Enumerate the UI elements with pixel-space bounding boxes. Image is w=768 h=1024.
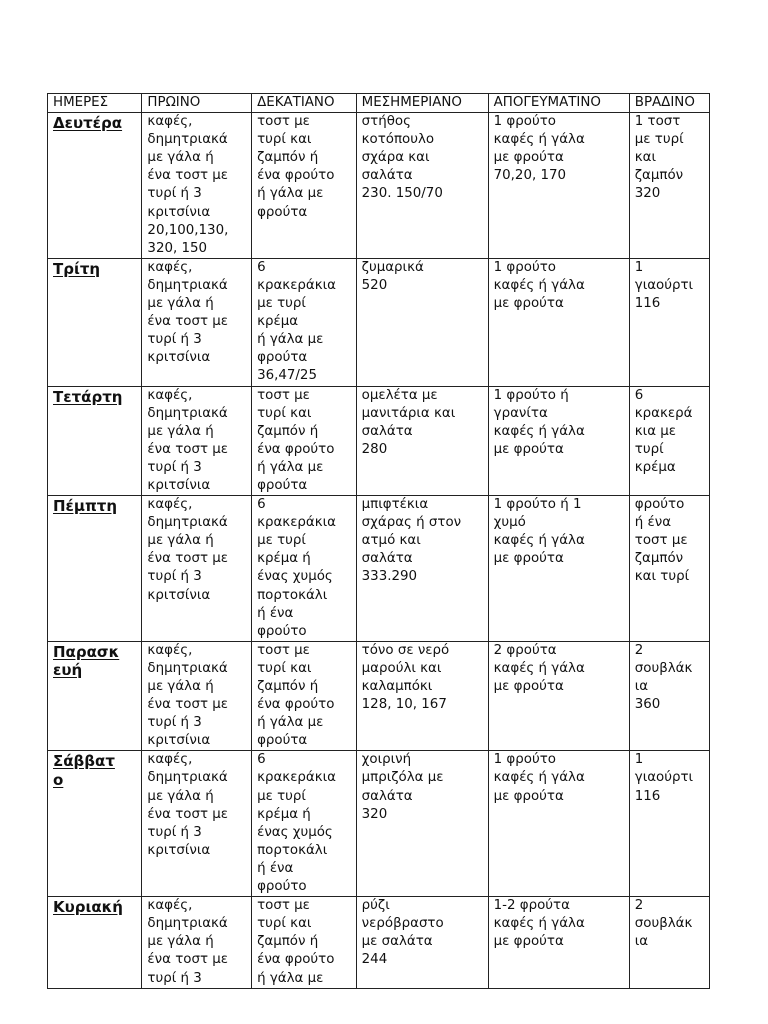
table-row-monday xyxy=(48,113,710,259)
header-lunch: ΜΕΣΗΜΕΡΙΑΝΟ xyxy=(356,94,488,113)
lunch-cell: ομελέτα με μανιτάρια και σαλάτα 280 xyxy=(356,386,488,496)
morning-snack-cell: τοστ με τυρί και ζαμπόν ή ένα φρούτο ή γάλα με φρούτα xyxy=(252,641,357,751)
day-label: Δευτέρα xyxy=(53,114,123,133)
day-cell xyxy=(48,386,142,496)
breakfast-cell: καφές, δημητριακά με γάλα ή ένα τοστ με τυρί ή 3 κριτσίνια xyxy=(142,386,252,496)
dinner-cell: 6 κρακερά κια με τυρί κρέμα xyxy=(629,386,709,496)
day-label: Τετάρτη xyxy=(53,387,123,406)
afternoon-snack-cell: 1-2 φρούτα καφές ή γάλα με φρούτα xyxy=(488,897,629,989)
day-label: Σάββατ ο xyxy=(53,752,115,789)
afternoon-snack-cell: 2 φρούτα καφές ή γάλα με φρούτα xyxy=(488,641,629,751)
lunch-cell: ζυμαρικά 520 xyxy=(356,258,488,386)
table-row-thursday xyxy=(48,496,710,642)
lunch-cell: μπιφτέκια σχάρας ή στον ατμό και σαλάτα 333.290 xyxy=(356,496,488,642)
breakfast-cell: καφές, δημητριακά με γάλα ή ένα τοστ με τυρί ή 3 κριτσίνια xyxy=(142,496,252,642)
header-morning-snack: ΔΕΚΑΤΙΑΝΟ xyxy=(252,94,357,113)
day-label: Τρίτη xyxy=(53,259,101,278)
table-row-wednesday xyxy=(48,386,710,496)
lunch-cell: χοιρινή μπριζόλα με σαλάτα 320 xyxy=(356,751,488,897)
breakfast-cell: καφές, δημητριακά με γάλα ή ένα τοστ με τυρί ή 3 xyxy=(142,897,252,989)
header-days: ΗΜΕΡΕΣ xyxy=(48,94,142,113)
afternoon-snack-cell: 1 φρούτο καφές ή γάλα με φρούτα xyxy=(488,751,629,897)
morning-snack-cell: τοστ με τυρί και ζαμπόν ή ένα φρούτο ή γάλα με xyxy=(252,897,357,989)
day-label: Πέμπτη xyxy=(53,497,118,516)
dinner-cell: 1 τοστ με τυρί και ζαμπόν 320 xyxy=(629,113,709,259)
day-cell xyxy=(48,897,142,989)
afternoon-snack-cell: 1 φρούτο ή 1 χυμό καφές ή γάλα με φρούτα xyxy=(488,496,629,642)
morning-snack-cell: τοστ με τυρί και ζαμπόν ή ένα φρούτο ή γάλα με φρούτα xyxy=(252,386,357,496)
morning-snack-cell: τοστ με τυρί και ζαμπόν ή ένα φρούτο ή γάλα με φρούτα xyxy=(252,113,357,259)
dinner-cell: φρούτο ή ένα τοστ με ζαμπόν και τυρί xyxy=(629,496,709,642)
morning-snack-cell: 6 κρακεράκια με τυρί κρέμα ή ένας χυμός πορτοκάλι ή ένα φρούτο xyxy=(252,751,357,897)
dinner-cell: 1 γιαούρτι 116 xyxy=(629,751,709,897)
day-cell xyxy=(48,258,142,386)
table-row-sunday xyxy=(48,897,710,989)
afternoon-snack-cell: 1 φρούτο ή γρανίτα καφές ή γάλα με φρούτα xyxy=(488,386,629,496)
breakfast-cell: καφές, δημητριακά με γάλα ή ένα τοστ με τυρί ή 3 κριτσίνια xyxy=(142,751,252,897)
table-row-tuesday xyxy=(48,258,710,386)
morning-snack-cell: 6 κρακεράκια με τυρί κρέμα ή γάλα με φρούτα 36,47/25 xyxy=(252,258,357,386)
breakfast-cell: καφές, δημητριακά με γάλα ή ένα τοστ με τυρί ή 3 κριτσίνια xyxy=(142,641,252,751)
weekly-meal-plan-table xyxy=(47,93,710,989)
day-cell xyxy=(48,641,142,751)
header-afternoon-snack: ΑΠΟΓΕΥΜΑΤΙΝΟ xyxy=(488,94,629,113)
morning-snack-cell: 6 κρακεράκια με τυρί κρέμα ή ένας χυμός πορτοκάλι ή ένα φρούτο xyxy=(252,496,357,642)
day-cell xyxy=(48,751,142,897)
lunch-cell: στήθος κοτόπουλο σχάρα και σαλάτα 230. 150/70 xyxy=(356,113,488,259)
day-label: Κυριακή xyxy=(53,898,123,917)
lunch-cell: τόνο σε νερό μαρούλι και καλαμπόκι 128, 10, 167 xyxy=(356,641,488,751)
table-row-friday xyxy=(48,641,710,751)
day-label: Παρασκ ευή xyxy=(53,642,120,680)
table-row-saturday xyxy=(48,751,710,897)
lunch-cell: ρύζι νερόβραστο με σαλάτα 244 xyxy=(356,897,488,989)
day-cell xyxy=(48,496,142,642)
header-dinner: ΒΡΑΔΙΝΟ xyxy=(629,94,709,113)
dinner-cell: 2 σουβλάκ ια 360 xyxy=(629,641,709,751)
dinner-cell: 2 σουβλάκ ια xyxy=(629,897,709,989)
day-cell xyxy=(48,113,142,259)
breakfast-cell: καφές, δημητριακά με γάλα ή ένα τοστ με τυρί ή 3 κριτσίνια 20,100,130, 320, 150 xyxy=(142,113,252,259)
afternoon-snack-cell: 1 φρούτο καφές ή γάλα με φρούτα xyxy=(488,258,629,386)
dinner-cell: 1 γιαούρτι 116 xyxy=(629,258,709,386)
breakfast-cell: καφές, δημητριακά με γάλα ή ένα τοστ με τυρί ή 3 κριτσίνια xyxy=(142,258,252,386)
afternoon-snack-cell: 1 φρούτο καφές ή γάλα με φρούτα 70,20, 170 xyxy=(488,113,629,259)
header-row xyxy=(48,94,710,113)
header-breakfast: ΠΡΩΙΝΟ xyxy=(142,94,252,113)
